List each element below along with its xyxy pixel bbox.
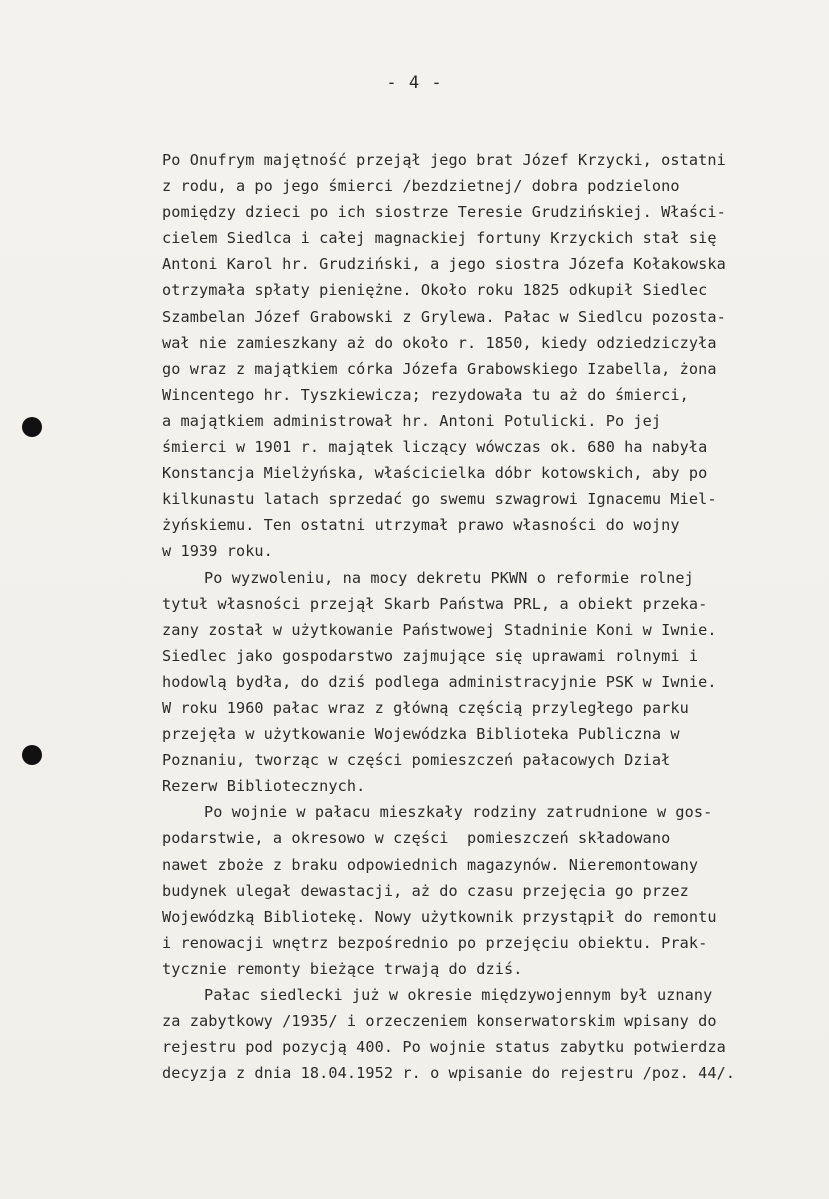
- punch-hole: [22, 417, 42, 437]
- body-text: [162, 147, 812, 1086]
- text-line: zany został w użytkowanie Państwowej Stadninie Koni w Iwnie.: [162, 620, 717, 639]
- text-line: kilkunastu latach sprzedać go swemu szwagrowi Ignacemu Miel-: [162, 490, 717, 509]
- text-line: i renowacji wnętrz bezpośrednio po przejęciu obiektu. Prak-: [162, 933, 708, 952]
- text-line: Po wyzwoleniu, na mocy dekretu PKWN o reformie rolnej: [204, 568, 694, 587]
- text-line: Poznaniu, tworząc w części pomieszczeń pałacowych Dział: [162, 751, 671, 770]
- text-line: podarstwie, a okresowo w części pomieszczeń składowano: [162, 829, 671, 848]
- text-line: za zabytkowy /1935/ i orzeczeniem konserwatorskim wpisany do: [162, 1012, 717, 1031]
- text-line: go wraz z majątkiem córka Józefa Grabowskiego Izabella, żona: [162, 359, 717, 378]
- text-line: z rodu, a po jego śmierci /bezdzietnej/ dobra podzielono: [162, 177, 680, 196]
- text-line: Szambelan Józef Grabowski z Grylewa. Pałac w Siedlcu pozosta-: [162, 307, 726, 326]
- text-line: wał nie zamieszkany aż do około r. 1850, kiedy odziedziczyła: [162, 333, 717, 352]
- text-line: otrzymała spłaty pieniężne. Około roku 1825 odkupił Siedlec: [162, 281, 708, 300]
- text-line: żyńskiemu. Ten ostatni utrzymał prawo własności do wojny: [162, 516, 680, 535]
- text-line: Pałac siedlecki już w okresie międzywojennym był uznany: [204, 986, 713, 1004]
- text-line: śmierci w 1901 r. majątek liczący wówczas ok. 680 ha nabyła: [162, 438, 708, 457]
- text-line: w 1939 roku.: [162, 542, 273, 561]
- text-line: budynek ulegał dewastacji, aż do czasu przejęcia go przez: [162, 881, 689, 900]
- text-line: decyzja z dnia 18.04.1952 r. o wpisanie do rejestru /poz. 44/.: [162, 1064, 736, 1083]
- text-line: Konstancja Mielżyńska, właścicielka dóbr kotowskich, aby po: [162, 464, 708, 483]
- text-line: Po wojnie w pałacu mieszkały rodziny zatrudnione w gos-: [204, 803, 713, 822]
- text-line: Po Onufrym majętność przejął jego brat Józef Krzycki, ostatni: [162, 151, 726, 169]
- text-line: nawet zboże z braku odpowiednich magazynów. Nieremontowany: [162, 855, 699, 874]
- text-line: a majątkiem administrował hr. Antoni Potulicki. Po jej: [162, 411, 662, 430]
- text-line: Rezerw Bibliotecznych.: [162, 777, 366, 796]
- punch-hole: [22, 745, 42, 765]
- text-line: cielem Siedlca i całej magnackiej fortuny Krzyckich stał się: [162, 229, 717, 248]
- text-line: rejestru pod pozycją 400. Po wojnie status zabytku potwierdza: [162, 1038, 726, 1057]
- text-line: tycznie remonty bieżące trwają do dziś.: [162, 959, 523, 978]
- page-number: - 4 -: [386, 73, 443, 93]
- text-line: W roku 1960 pałac wraz z główną częścią przyległego parku: [162, 698, 689, 717]
- text-line: Wincentego hr. Tyszkiewicza; rezydowała tu aż do śmierci,: [162, 385, 689, 404]
- text-line: hodowlą bydła, do dziś podlega administracyjnie PSK w Iwnie.: [162, 672, 717, 691]
- text-line: Wojewódzką Bibliotekę. Nowy użytkownik przystąpił do remontu: [162, 907, 717, 926]
- text-line: tytuł własności przejął Skarb Państwa PRL, a obiekt przeka-: [162, 594, 708, 613]
- text-line: Antoni Karol hr. Grudziński, a jego siostra Józefa Kołakowska: [162, 255, 726, 274]
- text-line: Siedlec jako gospodarstwo zajmujące się uprawami rolnymi i: [162, 646, 699, 665]
- text-line: przejęła w użytkowanie Wojewódzka Biblioteka Publiczna w: [162, 725, 680, 744]
- text-line: pomiędzy dzieci po ich siostrze Teresie Grudzińskiej. Właści-: [162, 203, 726, 222]
